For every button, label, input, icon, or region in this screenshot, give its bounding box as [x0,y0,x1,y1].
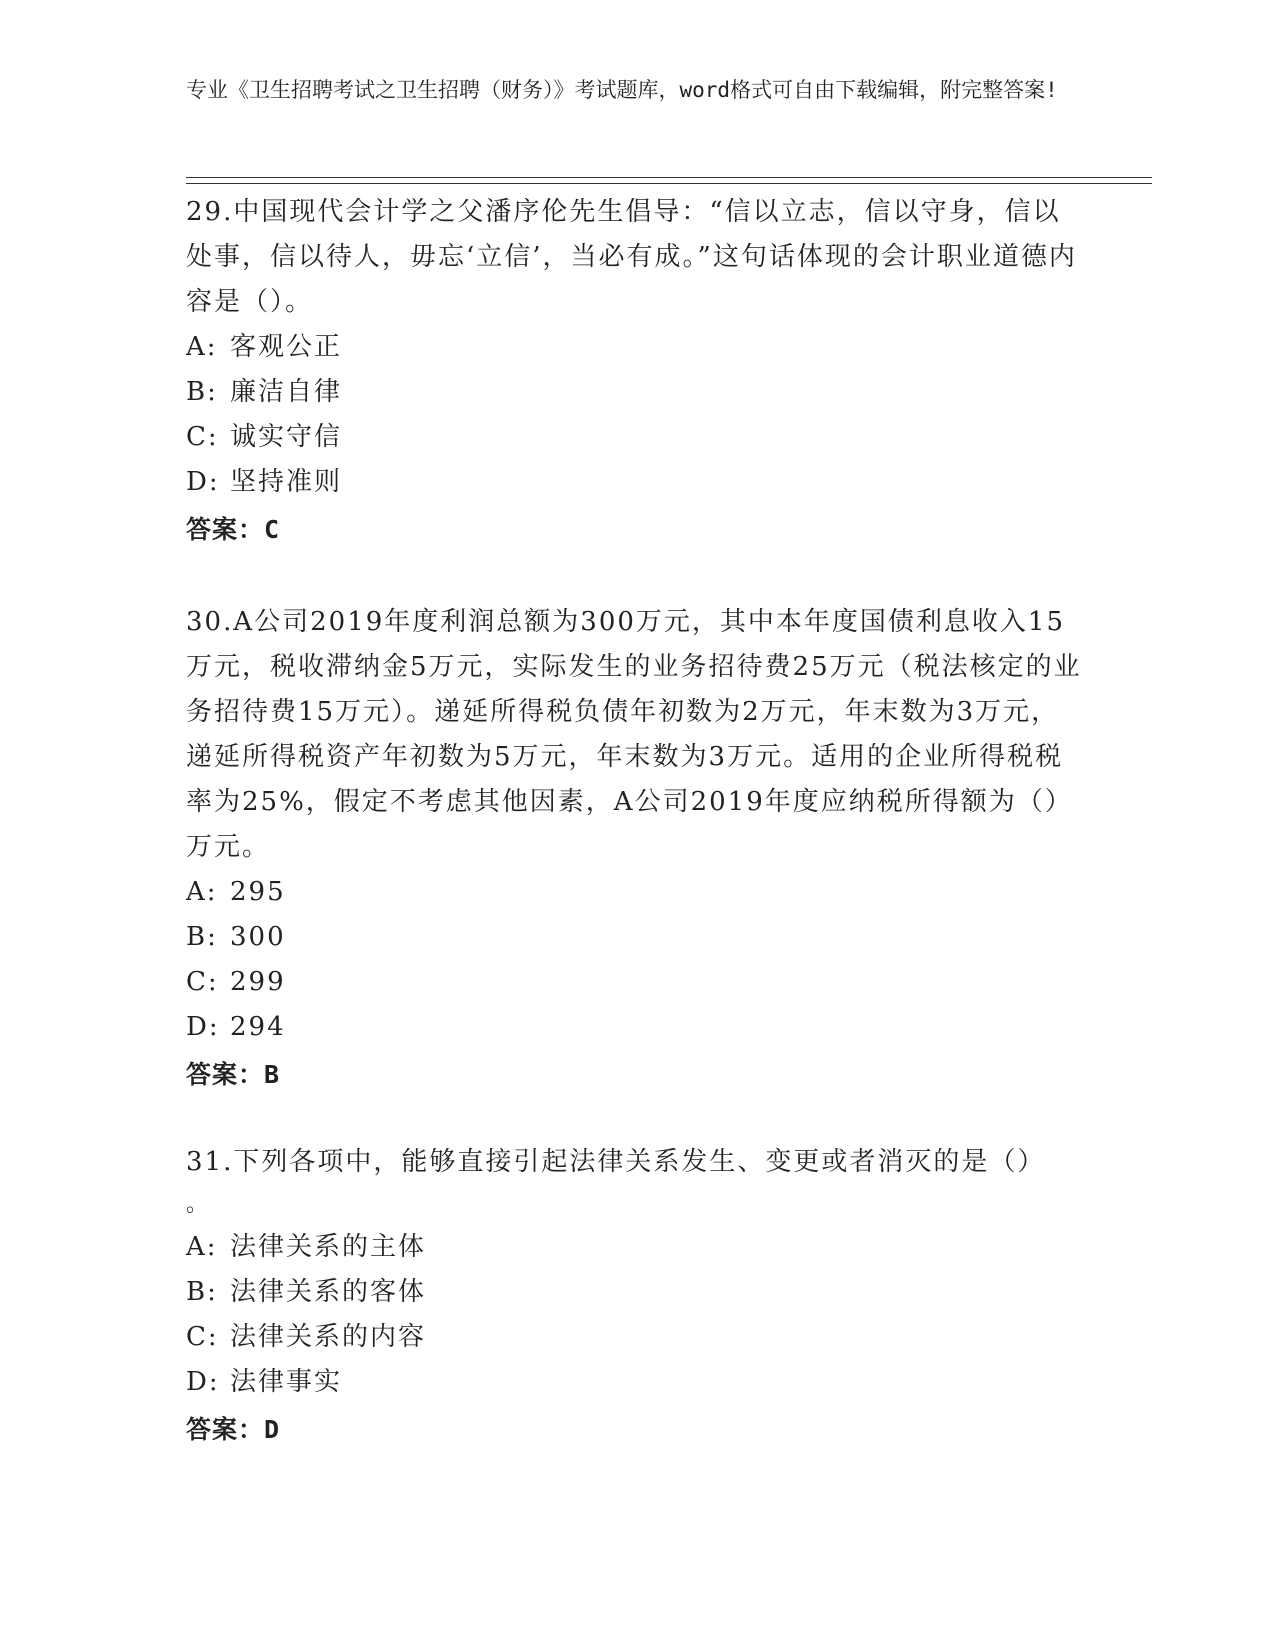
answer-value: B [264,1060,281,1089]
option-text: 299 [230,967,286,997]
option-key: B: [186,922,218,952]
answer-line [186,1052,1086,1097]
option-text: 295 [230,877,286,907]
option-b [186,915,1086,960]
option-key: C: [186,967,219,997]
option-b [186,1270,1086,1315]
header-note: 专业《卫生招聘考试之卫生招聘（财务）》考试题库，word格式可自由下载编辑，附完整答案! [186,78,1058,102]
option-key: C: [186,422,219,452]
option-text: 廉洁自律 [230,377,343,407]
option-text: 294 [230,1012,286,1042]
option-text: 诚实守信 [230,422,343,452]
answer-value: D [264,1415,281,1444]
option-key: A: [186,877,218,907]
option-key: C: [186,1322,219,1352]
question-stem: 31.下列各项中，能够直接引起法律关系发生、变更或者消灭的是（） [186,1147,1046,1177]
option-d [186,1360,1086,1405]
option-list [186,1225,1086,1405]
answer-line [186,507,1086,552]
option-b [186,370,1086,415]
option-text: 法律关系的客体 [230,1277,427,1307]
question-stem: 29.中国现代会计学之父潘序伦先生倡导：“信以立志，信以守身，信以处事，信以待人，毋忘‘立信’，当必有成。”这句话体现的会计职业道德内容是（）。 [186,197,1077,317]
answer-label: 答案： [186,1415,265,1444]
option-key: A: [186,332,218,362]
option-c [186,415,1086,460]
option-text: 客观公正 [230,332,343,362]
option-a [186,325,1086,370]
option-d [186,1005,1086,1050]
answer-label: 答案： [186,515,265,544]
option-text: 法律事实 [230,1367,343,1397]
option-a [186,870,1086,915]
option-text: 法律关系的内容 [230,1322,427,1352]
option-c [186,1315,1086,1360]
option-list [186,325,1086,505]
question-stem-tail: 。 [186,1192,209,1217]
header-divider-top [186,177,1152,178]
option-key: D: [186,1367,220,1397]
option-key: D: [186,467,220,497]
option-d [186,460,1086,505]
question-30 [186,600,1086,1097]
option-key: D: [186,1012,220,1042]
option-a [186,1225,1086,1270]
header-divider-bottom [186,183,1152,184]
answer-line [186,1407,1086,1452]
question-stem: 30.A公司2019年度利润总额为300万元，其中本年度国债利息收入15万元，税收滞纳金5万元，实际发生的业务招待费25万元（税法核定的业务招待费15万元）。递延所得税负债年初数为2万元，年末数为3万元，递延所得税资产年初数为5万元，年末数为3万元。适用的企业所得税税率为25%，假定不考虑其他因素，A公司2019年度应纳税所得额为（）万元。 [186,607,1082,862]
option-c [186,960,1086,1005]
option-key: B: [186,1277,218,1307]
answer-label: 答案： [186,1060,265,1089]
option-list [186,870,1086,1050]
option-text: 法律关系的主体 [230,1232,427,1262]
question-29 [186,190,1086,552]
answer-value: C [264,515,281,544]
question-31 [186,1140,1086,1452]
option-text: 300 [230,922,286,952]
option-key: B: [186,377,218,407]
option-text: 坚持准则 [230,467,343,497]
option-key: A: [186,1232,218,1262]
